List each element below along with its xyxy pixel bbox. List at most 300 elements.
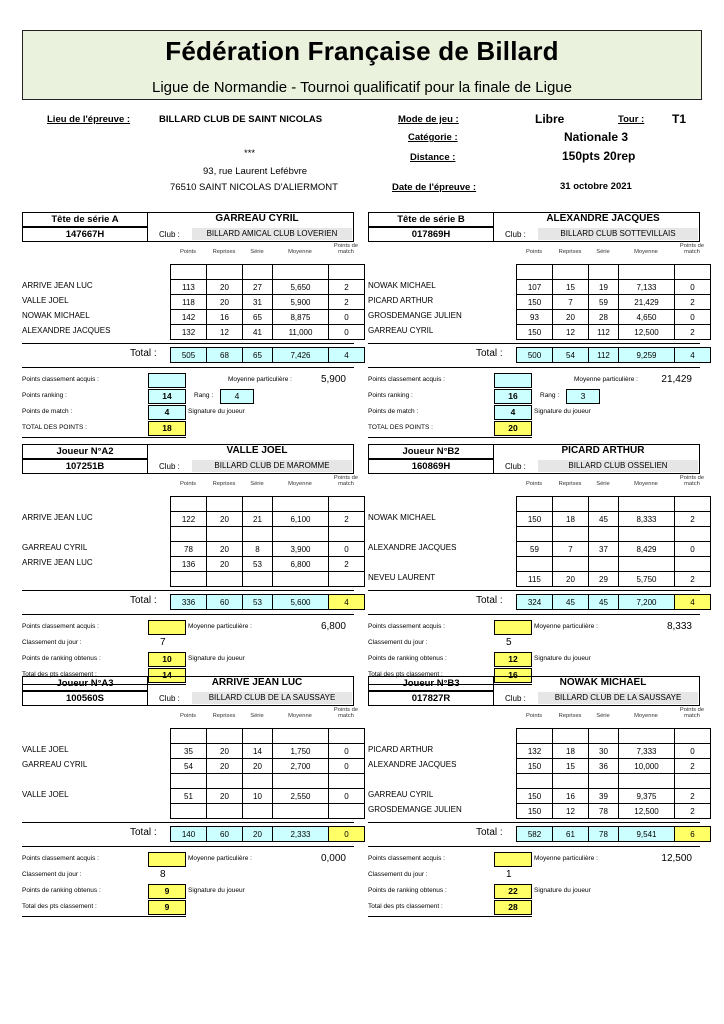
cell <box>517 774 553 789</box>
address-line2: 76510 SAINT NICOLAS D'ALIERMONT <box>170 182 338 193</box>
table-row <box>517 497 711 512</box>
total-cell: 68 <box>207 348 243 363</box>
cell <box>243 804 273 819</box>
points-classement-box <box>148 620 186 635</box>
points-ranking-box: 14 <box>148 389 186 404</box>
cell: 2 <box>675 572 711 587</box>
table-row <box>517 512 711 527</box>
cell: 59 <box>517 542 553 557</box>
opponent-name: ARRIVE JEAN LUC <box>22 558 93 567</box>
table-row <box>517 744 711 759</box>
total-points-box: 28 <box>494 900 532 915</box>
cell: 2 <box>329 280 365 295</box>
total-cell: 2,333 <box>273 827 329 842</box>
cell <box>243 729 273 744</box>
cell: 0 <box>675 280 711 295</box>
cell <box>553 557 589 572</box>
total-cell: 4 <box>329 348 365 363</box>
signature-label: Signature du joueur <box>534 655 591 662</box>
table-row <box>517 774 711 789</box>
column-header: Points <box>179 713 197 719</box>
label-row3: Points de match : <box>22 408 73 415</box>
cell: 2 <box>329 512 365 527</box>
points-classement-box <box>148 852 186 867</box>
results-table <box>170 496 365 587</box>
total-label: Total : <box>476 827 503 838</box>
cell <box>553 527 589 542</box>
cell: 6,800 <box>273 557 329 572</box>
pane-heading: Tête de série A <box>22 212 148 227</box>
total-cell: 112 <box>589 348 619 363</box>
cell: 12,500 <box>619 804 675 819</box>
total-cell: 500 <box>517 348 553 363</box>
cell: 19 <box>589 280 619 295</box>
separator-line <box>368 343 700 344</box>
cell <box>553 774 589 789</box>
total-cell: 60 <box>207 595 243 610</box>
total-cell: 4 <box>675 595 711 610</box>
player-name: NOWAK MICHAEL <box>559 677 647 688</box>
column-header: Moyenne <box>634 481 658 487</box>
cell: 142 <box>171 310 207 325</box>
signature-label: Signature du joueur <box>188 408 245 415</box>
table-row <box>171 804 365 819</box>
cell <box>619 774 675 789</box>
label-row3: Points de match : <box>368 408 419 415</box>
cell: 93 <box>517 310 553 325</box>
cell <box>517 497 553 512</box>
cell: 2 <box>675 512 711 527</box>
cell <box>589 527 619 542</box>
cell <box>329 527 365 542</box>
label-row3: Points de ranking obtenus : <box>22 655 101 662</box>
cell <box>171 497 207 512</box>
separator-line <box>22 343 354 344</box>
cell <box>273 265 329 280</box>
table-row <box>171 265 365 280</box>
cell <box>589 729 619 744</box>
cell: 2 <box>329 557 365 572</box>
separator-line <box>368 367 700 368</box>
cell: 20 <box>553 572 589 587</box>
results-table <box>516 728 711 819</box>
cell: 28 <box>589 310 619 325</box>
opponent-name: GROSDEMANGE JULIEN <box>368 805 462 814</box>
table-row <box>517 295 711 310</box>
moyenne-value: 12,500 <box>661 853 692 864</box>
table-row <box>171 572 365 587</box>
cell: 7 <box>553 295 589 310</box>
cell: 150 <box>517 759 553 774</box>
classement-value: 7 <box>160 637 166 648</box>
mode-value: Libre <box>535 112 565 126</box>
date-label: Date de l'épreuve : <box>392 182 477 193</box>
bottom-rule <box>22 916 186 917</box>
points-classement-box <box>148 373 186 388</box>
opponent-name: ALEXANDRE JACQUES <box>368 760 457 769</box>
cell: 2 <box>675 789 711 804</box>
table-row <box>171 744 365 759</box>
cell: 8,429 <box>619 542 675 557</box>
label-row4: Total des pts classement : <box>22 671 97 678</box>
club-label: Club : <box>505 694 526 703</box>
player-id: 017869H <box>368 227 494 242</box>
total-row <box>516 347 711 363</box>
cell: 20 <box>207 744 243 759</box>
player-name: ALEXANDRE JACQUES <box>546 213 660 224</box>
cell: 2,550 <box>273 789 329 804</box>
cell: 0 <box>329 759 365 774</box>
cell: 14 <box>243 744 273 759</box>
bottom-rule <box>368 916 532 917</box>
cell: 20 <box>207 557 243 572</box>
cell <box>207 804 243 819</box>
cell: 0 <box>329 325 365 340</box>
cell <box>243 527 273 542</box>
cell <box>273 774 329 789</box>
cell: 2,700 <box>273 759 329 774</box>
cell: 65 <box>243 310 273 325</box>
score-pane <box>368 676 705 912</box>
cell <box>517 527 553 542</box>
column-header: Points <box>525 481 543 487</box>
cell: 54 <box>171 759 207 774</box>
cell: 7,333 <box>619 744 675 759</box>
cell: 12,500 <box>619 325 675 340</box>
signature-label: Signature du joueur <box>188 887 245 894</box>
cell <box>329 804 365 819</box>
cell: 21 <box>243 512 273 527</box>
cell: 20 <box>207 280 243 295</box>
total-label: Total : <box>476 595 503 606</box>
cell <box>675 729 711 744</box>
moyenne-value: 6,800 <box>320 621 346 632</box>
score-pane <box>368 444 705 680</box>
column-header: Points <box>525 713 543 719</box>
total-row <box>516 594 711 610</box>
address-stars: *** <box>244 148 256 159</box>
cell: 112 <box>589 325 619 340</box>
cell <box>619 527 675 542</box>
label-row2: Points ranking : <box>368 392 413 399</box>
categorie-value: Nationale 3 <box>564 130 629 144</box>
table-row <box>171 527 365 542</box>
total-cell: 582 <box>517 827 553 842</box>
label-points-classement: Points classement acquis : <box>368 623 445 630</box>
total-cell: 0 <box>329 827 365 842</box>
points-box: 22 <box>494 884 532 899</box>
cell: 37 <box>589 542 619 557</box>
label-row3: Points de ranking obtenus : <box>368 655 447 662</box>
cell: 0 <box>329 310 365 325</box>
moyenne-value: 21,429 <box>661 374 692 385</box>
total-cell: 4 <box>329 595 365 610</box>
player-name: VALLE JOEL <box>226 445 288 456</box>
moyenne-label: Moyenne particulière : <box>188 855 252 862</box>
total-points-box: 18 <box>148 421 186 436</box>
cell: 107 <box>517 280 553 295</box>
table-row <box>171 310 365 325</box>
column-header: Points de match <box>333 243 359 255</box>
cell: 12 <box>553 325 589 340</box>
tour-label: Tour : <box>618 114 645 125</box>
cell <box>273 527 329 542</box>
cell <box>329 265 365 280</box>
points-classement-box <box>494 620 532 635</box>
table-row <box>517 759 711 774</box>
table-row <box>517 280 711 295</box>
separator-line <box>22 822 354 823</box>
player-id: 160869H <box>368 459 494 474</box>
total-cell: 65 <box>243 348 273 363</box>
label-row2: Classement du jour : <box>22 639 82 646</box>
total-cell: 60 <box>207 827 243 842</box>
cell: 78 <box>589 804 619 819</box>
total-cell: 45 <box>553 595 589 610</box>
label-row4: Total des pts classement : <box>368 671 443 678</box>
cell: 2 <box>675 759 711 774</box>
column-header: Reprises <box>212 713 236 719</box>
bottom-rule <box>368 437 532 438</box>
cell <box>243 265 273 280</box>
opponent-name: PICARD ARTHUR <box>368 296 434 305</box>
cell <box>207 774 243 789</box>
cell: 115 <box>517 572 553 587</box>
pane-heading: Tête de série B <box>368 212 494 227</box>
cell <box>243 497 273 512</box>
club-label: Club : <box>159 230 180 239</box>
column-header: Points de match <box>679 707 705 719</box>
cell <box>329 774 365 789</box>
cell <box>619 265 675 280</box>
club-name: BILLARD CLUB DE LA SAUSSAYE <box>538 692 698 704</box>
cell: 0 <box>675 542 711 557</box>
cell <box>273 804 329 819</box>
label-points-classement: Points classement acquis : <box>22 623 99 630</box>
label-row2: Classement du jour : <box>368 871 428 878</box>
cell <box>517 729 553 744</box>
opponent-name: VALLE JOEL <box>22 296 69 305</box>
table-row <box>517 729 711 744</box>
table-row <box>517 804 711 819</box>
cell: 2 <box>329 295 365 310</box>
cell: 16 <box>553 789 589 804</box>
total-cell: 9,259 <box>619 348 675 363</box>
cell <box>619 557 675 572</box>
club-name: BILLARD CLUB OSSELIEN <box>538 460 698 472</box>
total-cell: 505 <box>171 348 207 363</box>
cell <box>329 497 365 512</box>
rang-label: Rang : <box>540 392 560 399</box>
total-cell: 140 <box>171 827 207 842</box>
opponent-name: NOWAK MICHAEL <box>368 281 436 290</box>
cell <box>517 265 553 280</box>
label-row3: Points de ranking obtenus : <box>368 887 447 894</box>
moyenne-label: Moyenne particulière : <box>574 376 638 383</box>
cell: 78 <box>171 542 207 557</box>
player-name: PICARD ARTHUR <box>561 445 645 456</box>
cell <box>553 729 589 744</box>
cell: 1,750 <box>273 744 329 759</box>
cell: 8,875 <box>273 310 329 325</box>
cell: 132 <box>517 744 553 759</box>
cell <box>207 265 243 280</box>
separator-line <box>22 614 354 615</box>
cell <box>675 774 711 789</box>
cell <box>675 557 711 572</box>
cell <box>207 497 243 512</box>
label-row4: TOTAL DES POINTS : <box>22 424 87 431</box>
opponent-name: ALEXANDRE JACQUES <box>22 326 111 335</box>
mode-label: Mode de jeu : <box>398 114 459 125</box>
cell: 113 <box>171 280 207 295</box>
club-label: Club : <box>159 462 180 471</box>
cell <box>589 265 619 280</box>
table-row <box>517 310 711 325</box>
opponent-name: GARREAU CYRIL <box>22 543 88 552</box>
table-row <box>171 497 365 512</box>
table-row <box>171 774 365 789</box>
results-table <box>516 264 711 340</box>
cell <box>589 774 619 789</box>
cell: 150 <box>517 789 553 804</box>
cell: 136 <box>171 557 207 572</box>
cell: 36 <box>589 759 619 774</box>
points-classement-box <box>494 852 532 867</box>
points-box: 9 <box>148 884 186 899</box>
cell <box>329 729 365 744</box>
club-name: BILLARD CLUB SOTTEVILLAIS <box>538 228 698 240</box>
cell: 150 <box>517 325 553 340</box>
total-points-box: 9 <box>148 900 186 915</box>
cell: 20 <box>207 512 243 527</box>
classement-value: 1 <box>506 869 512 880</box>
total-label: Total : <box>476 348 503 359</box>
total-points-box: 20 <box>494 421 532 436</box>
opponent-name: GARREAU CYRIL <box>22 760 88 769</box>
cell <box>675 497 711 512</box>
club-label: Club : <box>159 694 180 703</box>
cell: 150 <box>517 804 553 819</box>
distance-value: 150pts 20rep <box>562 149 636 163</box>
cell: 20 <box>553 310 589 325</box>
column-header: Moyenne <box>288 249 312 255</box>
cell: 20 <box>243 759 273 774</box>
cell <box>619 729 675 744</box>
cell <box>589 497 619 512</box>
separator-line <box>22 846 354 847</box>
total-row <box>170 594 365 610</box>
cell: 5,900 <box>273 295 329 310</box>
points-box: 4 <box>148 405 186 420</box>
total-cell: 336 <box>171 595 207 610</box>
pane-heading: Joueur N°A2 <box>22 444 148 459</box>
cell: 0 <box>329 744 365 759</box>
cell: 30 <box>589 744 619 759</box>
column-header: Moyenne <box>634 249 658 255</box>
opponent-name: GARREAU CYRIL <box>368 790 434 799</box>
signature-label: Signature du joueur <box>534 408 591 415</box>
column-header: Points <box>525 249 543 255</box>
column-header: Série <box>596 481 610 487</box>
column-header: Reprises <box>212 249 236 255</box>
label-points-classement: Points classement acquis : <box>368 376 445 383</box>
distance-label: Distance : <box>410 152 456 163</box>
label-row4: Total des pts classement : <box>22 903 97 910</box>
points-box: 10 <box>148 652 186 667</box>
table-row <box>171 542 365 557</box>
moyenne-value: 5,900 <box>320 374 346 385</box>
cell <box>171 572 207 587</box>
cell <box>207 527 243 542</box>
column-header: Reprises <box>212 481 236 487</box>
total-label: Total : <box>130 348 157 359</box>
table-row <box>171 325 365 340</box>
moyenne-value: 0,000 <box>320 853 346 864</box>
cell: 5,750 <box>619 572 675 587</box>
moyenne-label: Moyenne particulière : <box>188 623 252 630</box>
total-row <box>170 826 365 842</box>
table-row <box>517 265 711 280</box>
cell: 122 <box>171 512 207 527</box>
cell: 12 <box>553 804 589 819</box>
cell: 132 <box>171 325 207 340</box>
table-row <box>517 572 711 587</box>
score-pane <box>368 212 705 433</box>
total-cell: 54 <box>553 348 589 363</box>
signature-label: Signature du joueur <box>188 655 245 662</box>
cell: 20 <box>207 542 243 557</box>
rang-box: 3 <box>566 389 600 404</box>
cell: 0 <box>329 789 365 804</box>
score-pane <box>22 212 359 433</box>
label-row2: Points ranking : <box>22 392 67 399</box>
cell <box>675 265 711 280</box>
column-header: Reprises <box>558 481 582 487</box>
opponent-name: ALEXANDRE JACQUES <box>368 543 457 552</box>
table-row <box>517 527 711 542</box>
page-title: Fédération Française de Billard <box>165 36 559 66</box>
total-cell: 20 <box>243 827 273 842</box>
cell <box>207 729 243 744</box>
table-row <box>171 557 365 572</box>
column-header: Points <box>179 481 197 487</box>
total-cell: 61 <box>553 827 589 842</box>
total-label: Total : <box>130 827 157 838</box>
table-row <box>171 295 365 310</box>
cell: 21,429 <box>619 295 675 310</box>
opponent-name: NOWAK MICHAEL <box>22 311 90 320</box>
cell: 2 <box>675 325 711 340</box>
cell: 18 <box>553 512 589 527</box>
total-points-box: 14 <box>148 668 186 683</box>
cell: 10 <box>243 789 273 804</box>
column-header: Points de match <box>679 243 705 255</box>
moyenne-label: Moyenne particulière : <box>534 855 598 862</box>
total-cell: 324 <box>517 595 553 610</box>
total-cell: 53 <box>243 595 273 610</box>
cell: 15 <box>553 280 589 295</box>
cell: 8 <box>243 542 273 557</box>
opponent-name: PICARD ARTHUR <box>368 745 434 754</box>
page-subtitle: Ligue de Normandie - Tournoi qualificatif pour la finale de Ligue <box>152 79 572 96</box>
cell: 2 <box>675 804 711 819</box>
cell <box>171 265 207 280</box>
rang-box: 4 <box>220 389 254 404</box>
cell: 20 <box>207 789 243 804</box>
pane-heading: Joueur N°A3 <box>22 676 148 691</box>
cell: 11,000 <box>273 325 329 340</box>
